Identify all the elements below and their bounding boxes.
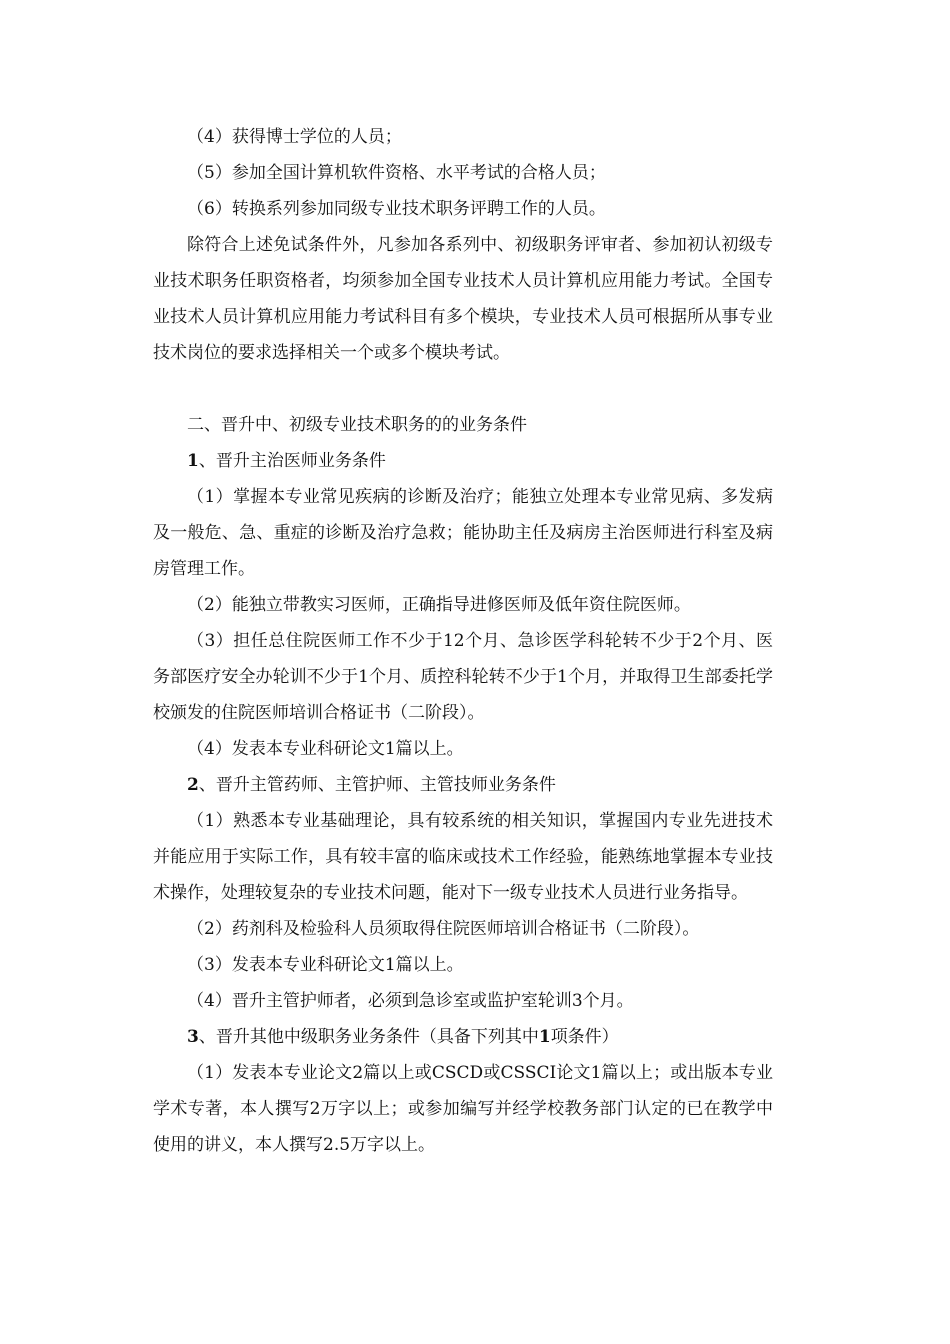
subsection-3-number: 3 (187, 1027, 199, 1047)
list-item-5: （5）参加全国计算机软件资格、水平考试的合格人员； (187, 163, 606, 183)
subsection-1-number: 1 (187, 451, 199, 471)
subsection-2-title: 、晋升主管药师、主管护师、主管技师业务条件 (198, 775, 556, 795)
subsection-3-title-b: 项条件） (550, 1027, 619, 1047)
subsection-3-item-1: （1）发表本专业论文2篇以上或CSCD或CSSCI论文1篇以上；或出版本专业学术专著，本人撰写2万字以上；或参加编写并经学校教务部门认定的已在教学中使用的讲义，本人撰写2.5万字以上。 (153, 1063, 773, 1155)
subsection-3-title-a: 、晋升其他中级职务业务条件（具备下列其中 (198, 1027, 539, 1047)
subsection-2-item-4: （4）晋升主管护师者，必须到急诊室或监护室轮训3个月。 (187, 991, 634, 1011)
blank-line (153, 371, 793, 407)
subsection-1-item-4: （4）发表本专业科研论文1篇以上。 (187, 739, 464, 759)
subsection-3-heading (153, 1019, 773, 1055)
subsection-2-heading (153, 767, 773, 803)
list-item-6: （6）转换系列参加同级专业技术职务评聘工作的人员。 (187, 199, 606, 219)
section-2-heading: 二、晋升中、初级专业技术职务的的业务条件 (187, 415, 527, 435)
subsection-1-title: 、晋升主治医师业务条件 (198, 451, 386, 471)
exemption-paragraph: 除符合上述免试条件外，凡参加各系列中、初级职务评审者、参加初认初级专业技术职务任职资格者，均须参加全国专业技术人员计算机应用能力考试。全国专业技术人员计算机应用能力考试科目有多个模块，专业技术人员可根据所从事专业技术岗位的要求选择相关一个或多个模块考试。 (153, 235, 773, 363)
subsection-2-number: 2 (187, 775, 199, 795)
subsection-1-item-2: （2）能独立带教实习医师，正确指导进修医师及低年资住院医师。 (187, 595, 691, 615)
subsection-1-heading (153, 443, 773, 479)
subsection-2-item-2: （2）药剂科及检验科人员须取得住院医师培训合格证书（二阶段）。 (187, 919, 700, 939)
subsection-1-item-3: （3）担任总住院医师工作不少于12个月、急诊医学科轮转不少于2个月、医务部医疗安全办轮训不少于1个月、质控科轮转不少于1个月，并取得卫生部委托学校颁发的住院医师培训合格证书（二阶段）。 (153, 631, 773, 723)
subsection-1-item-1: （1）掌握本专业常见疾病的诊断及治疗；能独立处理本专业常见病、多发病及一般危、急、重症的诊断及治疗急救；能协助主任及病房主治医师进行科室及病房管理工作。 (153, 487, 773, 579)
document-body (153, 119, 793, 1163)
list-item-4: （4）获得博士学位的人员； (187, 127, 402, 147)
subsection-3-title-count: 1 (538, 1027, 551, 1047)
subsection-2-item-3: （3）发表本专业科研论文1篇以上。 (187, 955, 464, 975)
subsection-2-item-1: （1）熟悉本专业基础理论，具有较系统的相关知识，掌握国内专业先进技术并能应用于实际工作，具有较丰富的临床或技术工作经验，能熟练地掌握本专业技术操作，处理较复杂的专业技术问题，能对下一级专业技术人员进行业务指导。 (153, 811, 773, 903)
